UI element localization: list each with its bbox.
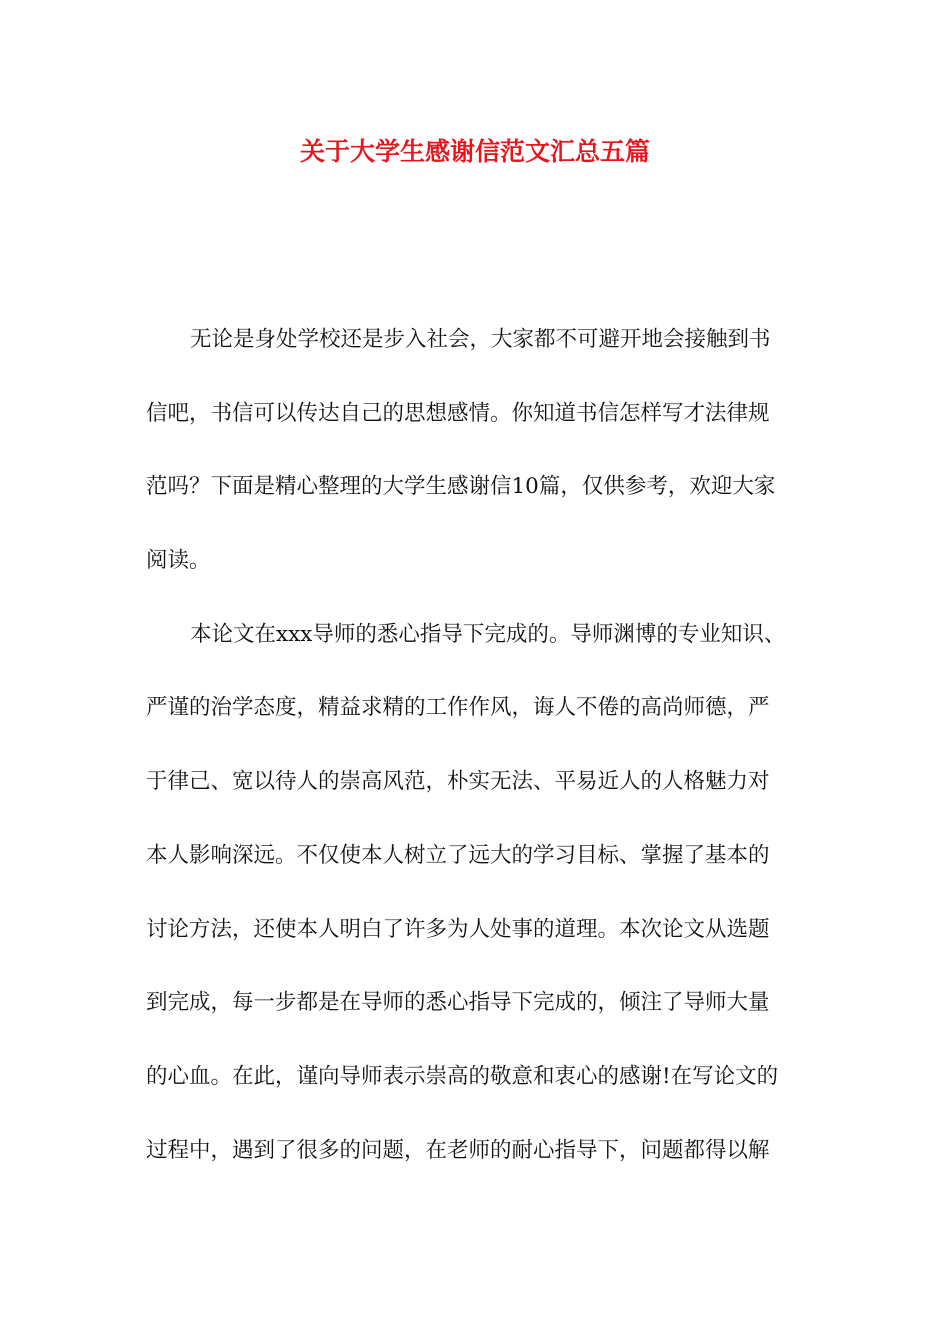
paragraph-1-line-3: 范吗？下面是精心整理的大学生感谢信10篇，仅供参考，欢迎大家	[146, 474, 776, 500]
paragraph-2-line-1: 本论文在xxx导师的悉心指导下完成的。导师渊博的专业知识、	[190, 621, 786, 647]
paragraph-1-line-2: 信吧，书信可以传达自己的思想感情。你知道书信怎样写才法律规	[146, 400, 770, 426]
paragraph-2-line-4: 本人影响深远。不仅使本人树立了远大的学习目标、掌握了基本的	[146, 842, 770, 868]
paragraph-2-line-8: 过程中，遇到了很多的问题，在老师的耐心指导下，问题都得以解	[146, 1137, 770, 1163]
paragraph-2-line-5: 讨论方法，还使本人明白了许多为人处事的道理。本次论文从选题	[146, 916, 770, 942]
paragraph-2-line-3: 于律己、宽以待人的崇高风范，朴实无法、平易近人的人格魅力对	[146, 769, 770, 795]
paragraph-1-line-1: 无论是身处学校还是步入社会，大家都不可避开地会接触到书	[190, 327, 771, 352]
document-body	[146, 318, 826, 1202]
paragraph-2-line-6: 到完成，每一步都是在导师的悉心指导下完成的，倾注了导师大量	[146, 990, 770, 1016]
paragraph-2-line-2: 严谨的治学态度，精益求精的工作作风，诲人不倦的高尚师德，严	[146, 695, 770, 721]
paragraph-1-line-4: 阅读。	[146, 548, 211, 574]
document-title: 关于大学生感谢信范文汇总五篇	[299, 137, 650, 166]
paragraph-2-line-7: 的心血。在此，谨向导师表示崇高的敬意和衷心的感谢!在写论文的	[146, 1063, 779, 1089]
